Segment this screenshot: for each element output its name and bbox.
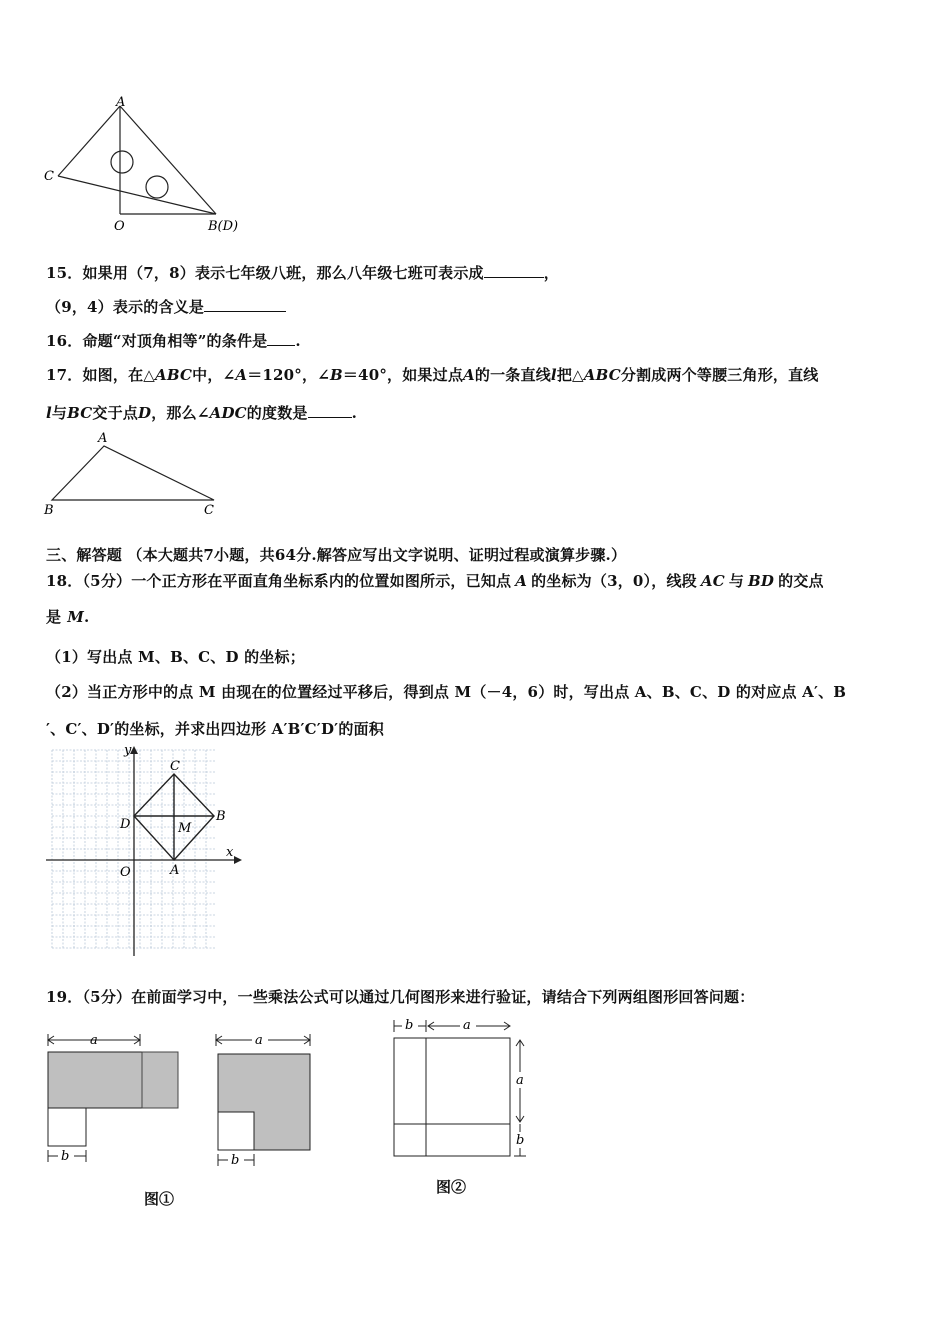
q15-answer-blank[interactable] [484, 265, 544, 278]
q17-bc: BC [67, 404, 93, 422]
label-b-d: B(D) [208, 219, 239, 234]
figure-2-square [386, 1014, 536, 1166]
label-a: a [255, 1033, 263, 1048]
shaded-rect-large [48, 1052, 142, 1108]
label-c: C [170, 759, 180, 774]
question-17-line-2 [46, 402, 357, 423]
empty-square-b [48, 1108, 86, 1146]
q16-number: 16． [46, 332, 83, 350]
label-b: b [231, 1153, 240, 1168]
question-15-line-2 [46, 296, 286, 317]
q17-p9: 交于点 [92, 404, 139, 422]
q16-text: 命题“对顶角相等”的条件是 [82, 332, 268, 350]
x-axis-arrow [234, 856, 242, 864]
q17-p11: 的度数是 [246, 404, 308, 422]
q17-p2: 中，∠ [192, 366, 236, 384]
q19-text: （5分）在前面学习中，一些乘法公式可以通过几何图形来进行验证，请结合下列两组图形回答问题： [82, 988, 755, 1006]
question-18 [46, 570, 824, 591]
label-a-right: a [516, 1073, 524, 1088]
q18-ac: AC [700, 572, 725, 590]
q16-answer-blank[interactable] [267, 333, 295, 346]
label-a: A [170, 863, 180, 878]
label-c: C [204, 503, 214, 518]
figure-2-caption: 图② [436, 1178, 467, 1196]
q18-p6: . [84, 608, 90, 626]
question-18-sub-1: （1）写出点 M、B、C、D 的坐标； [46, 648, 305, 666]
figure-1-caption: 图① [144, 1190, 175, 1208]
label-b: B [216, 809, 226, 824]
label-m: M [178, 821, 192, 836]
coordinate-grid-figure [40, 742, 250, 958]
label-x: x [226, 845, 234, 860]
q18-p1: （5分）一个正方形在平面直角坐标系内的位置如图所示，已知点 [82, 572, 512, 590]
label-a: A [116, 95, 126, 110]
label-c: C [44, 169, 54, 184]
shaded-rect-small [142, 1052, 178, 1108]
q17-p4: ＝40°，如果过点 [342, 366, 464, 384]
question-16 [46, 330, 301, 351]
q17-abc: ABC [155, 366, 193, 384]
q15-text: 如果用（7，8）表示七年级八班，那么八年级七班可表示成 [82, 264, 484, 282]
q15-number: 15． [46, 264, 83, 282]
q18-bd: BD [748, 572, 775, 590]
circle-upper [111, 151, 133, 173]
triangle-figure-q14 [40, 92, 260, 242]
question-17 [46, 364, 819, 385]
q17-adc: ADC [209, 404, 247, 422]
q18-number: 18． [46, 572, 83, 590]
q18-p5: 是 [46, 608, 62, 626]
triangle-abc [52, 446, 214, 500]
q17-d: D [138, 404, 152, 422]
line-a-b [120, 106, 216, 214]
label-b-top: b [405, 1018, 414, 1033]
q17-number: 17． [46, 366, 83, 384]
q19-number: 19． [46, 988, 83, 1006]
q17-p8: 与 [51, 404, 68, 422]
label-b: b [61, 1149, 70, 1164]
label-a: a [90, 1033, 98, 1048]
section-3-heading: 三、解答题 （本大题共7小题，共64分.解答应写出文字说明、证明过程或演算步骤.） [46, 546, 627, 564]
question-18-sub-2-line-2: ′、C′、D′的坐标，并求出四边形 A′B′C′D′的面积 [46, 720, 384, 738]
q18-p4: 的交点 [778, 572, 824, 590]
label-b-right: b [516, 1133, 525, 1148]
q17-a: A [235, 366, 248, 384]
label-a-top: a [463, 1018, 471, 1033]
q17-p7: 分割成两个等腰三角形，直线 [620, 366, 819, 384]
q17-tail: . [351, 404, 358, 422]
q17-p1: 如图，在△ [82, 366, 156, 384]
label-o: O [114, 219, 125, 234]
q15-tail: ， [543, 264, 559, 282]
empty-square-b [218, 1112, 254, 1150]
q18-p3: 与 [728, 572, 745, 590]
label-d: D [120, 817, 131, 832]
circle-lower [146, 176, 168, 198]
q18-p2: 的坐标为（3，0），线段 [531, 572, 697, 590]
q18-a: A [515, 572, 528, 590]
q17-abc2: ABC [583, 366, 621, 384]
q17-p10: ，那么∠ [151, 404, 210, 422]
outer-square [394, 1038, 510, 1156]
q18-m: M [67, 608, 85, 626]
q17-l2: l [46, 404, 52, 422]
q15-line2-text: （9，4）表示的含义是 [46, 298, 205, 316]
q15-second-blank[interactable] [204, 299, 286, 312]
label-y: y [124, 743, 132, 758]
question-15 [46, 262, 559, 283]
question-19 [46, 986, 754, 1007]
question-18-line-2 [46, 606, 89, 627]
figure-1-right-shape [208, 1024, 328, 1174]
line-a-c [58, 106, 120, 176]
line-c-b [58, 176, 216, 214]
label-a: A [98, 431, 108, 446]
label-b: B [44, 503, 54, 518]
q17-p3: ＝120°，∠ [247, 366, 330, 384]
q17-b: B [329, 366, 343, 384]
q17-a2: A [463, 366, 475, 384]
q17-p5: 的一条直线 [474, 366, 551, 384]
label-o: O [120, 865, 131, 880]
q17-answer-blank[interactable] [308, 405, 352, 418]
q16-tail: . [295, 332, 301, 350]
triangle-figure-q17 [40, 428, 230, 520]
figure-1-left-shape [40, 1024, 190, 1174]
question-18-sub-2: （2）当正方形中的点 M 由现在的位置经过平移后，得到点 M（－4，6）时，写出点 A、B、C、D 的对应点 A′、B [46, 683, 847, 701]
q17-p6: 把△ [556, 366, 584, 384]
q17-l: l [550, 366, 557, 384]
